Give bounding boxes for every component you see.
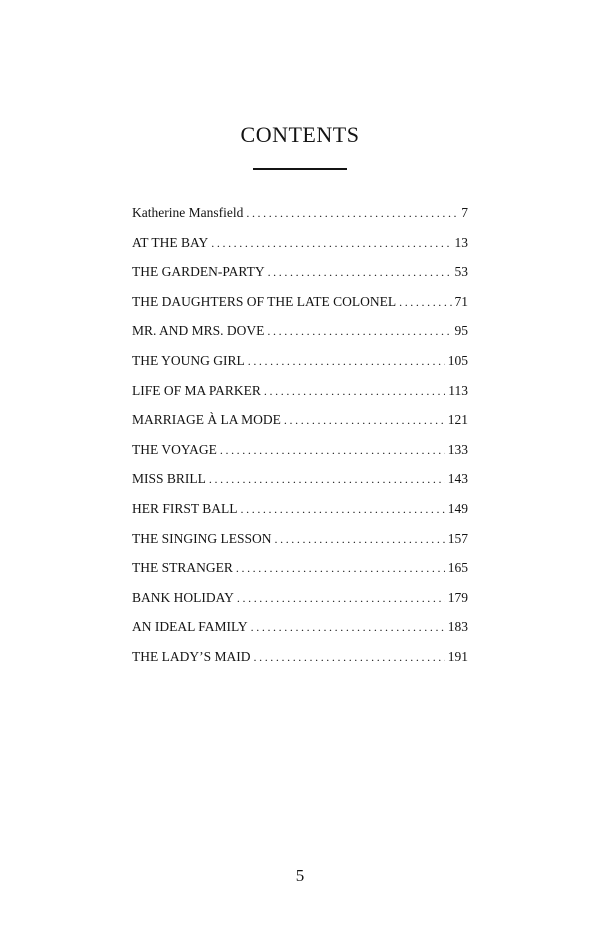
dot-leader (211, 236, 451, 251)
dot-leader (254, 650, 445, 665)
page-number: 5 (295, 866, 305, 885)
toc-entry-title: LIFE OF MA PARKER (132, 382, 261, 398)
toc-entry[interactable] (132, 383, 468, 413)
toc-entry[interactable] (132, 353, 468, 383)
dot-leader (268, 265, 452, 280)
title-underline (253, 168, 347, 170)
toc-entry-title: AN IDEAL FAMILY (132, 619, 248, 635)
dot-leader (248, 354, 445, 369)
toc-entry[interactable] (132, 471, 468, 501)
toc-entry[interactable] (132, 560, 468, 590)
toc-entry-title: THE VOYAGE (132, 441, 217, 457)
dot-leader (246, 206, 458, 221)
dot-leader (284, 413, 445, 428)
toc-entry[interactable] (132, 235, 468, 265)
dot-leader (237, 591, 445, 606)
dot-leader (236, 561, 445, 576)
page-title: CONTENTS (240, 122, 360, 147)
toc-entry-page: 133 (447, 441, 468, 457)
toc-entry-title: THE GARDEN-PARTY (132, 264, 265, 280)
dot-leader (264, 384, 445, 399)
toc-entry[interactable] (132, 323, 468, 353)
toc-entry[interactable] (132, 501, 468, 531)
toc-entry-page: 179 (447, 589, 468, 605)
toc-entry[interactable] (132, 590, 468, 620)
dot-leader (275, 532, 445, 547)
dot-leader (267, 324, 451, 339)
toc-entry-page: 157 (447, 530, 468, 546)
toc-entry-title: HER FIRST BALL (132, 500, 238, 516)
toc-entry-title: MR. AND MRS. DOVE (132, 323, 265, 339)
toc-entry[interactable] (132, 205, 468, 235)
toc-entry[interactable] (132, 649, 468, 679)
toc-entry-page: 149 (447, 500, 468, 516)
toc-entry-title: BANK HOLIDAY (132, 589, 234, 605)
toc-entry-title: THE SINGING LESSON (132, 530, 272, 546)
toc-entry-page: 13 (454, 234, 468, 250)
toc-entry[interactable] (132, 294, 468, 324)
dot-leader (241, 502, 445, 517)
toc-entry[interactable] (132, 442, 468, 472)
table-of-contents (132, 205, 468, 679)
toc-entry-title: THE LADY’S MAID (132, 648, 251, 664)
toc-entry-title: AT THE BAY (132, 234, 209, 250)
dot-leader (209, 472, 445, 487)
toc-entry-title: THE YOUNG GIRL (132, 352, 245, 368)
toc-entry[interactable] (132, 531, 468, 561)
dot-leader (399, 295, 451, 310)
toc-entry-page: 71 (454, 293, 468, 309)
toc-entry-title: MARRIAGE À LA MODE (132, 412, 281, 428)
toc-entry-page: 95 (454, 323, 468, 339)
toc-entry-title: THE DAUGHTERS OF THE LATE COLONEL (132, 293, 397, 309)
toc-entry[interactable] (132, 412, 468, 442)
toc-entry-title: MISS BRILL (132, 471, 206, 487)
toc-entry-title: THE STRANGER (132, 560, 233, 576)
toc-entry-page: 121 (447, 412, 468, 428)
toc-entry-page: 113 (448, 382, 468, 398)
toc-entry-page: 191 (447, 648, 468, 664)
toc-entry-page: 105 (447, 352, 468, 368)
toc-entry[interactable] (132, 264, 468, 294)
toc-entry-page: 143 (447, 471, 468, 487)
dot-leader (220, 443, 445, 458)
toc-entry-page: 53 (454, 264, 468, 280)
toc-entry-page: 183 (447, 619, 468, 635)
toc-entry-page: 7 (461, 205, 468, 220)
toc-entry-page: 165 (447, 560, 468, 576)
dot-leader (251, 620, 445, 635)
toc-entry-title: Katherine Mansfield (132, 205, 244, 220)
toc-entry[interactable] (132, 619, 468, 649)
